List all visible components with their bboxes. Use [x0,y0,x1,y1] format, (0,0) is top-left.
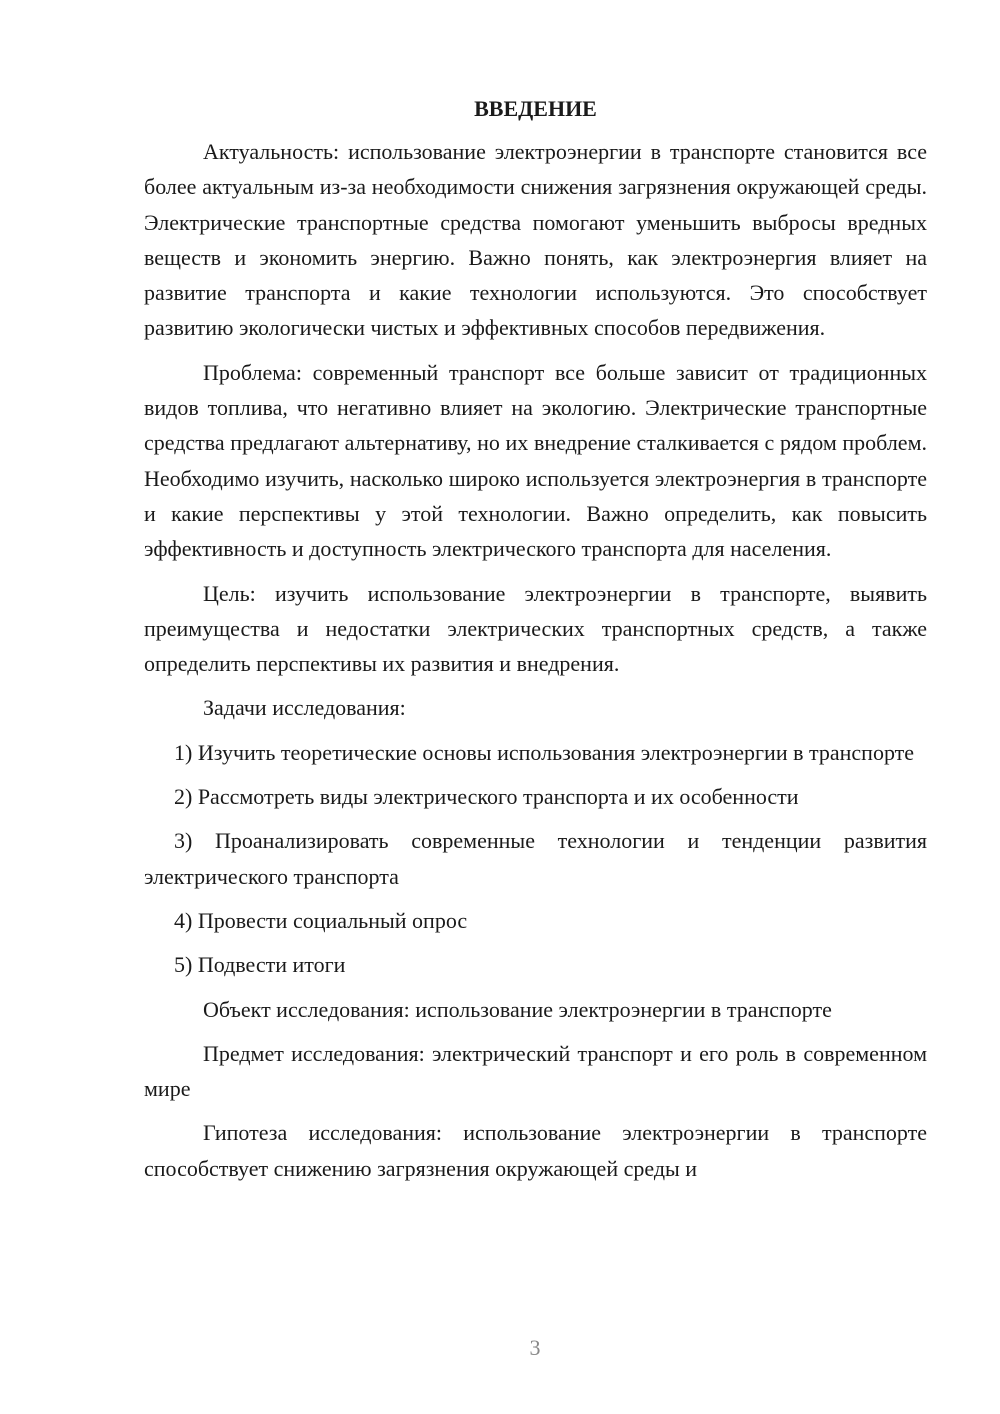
paragraph-subject: Предмет исследования: электрический транспорт и его роль в современном мире [144,1040,927,1102]
task-item-5: 5) Подвести итоги [174,952,346,978]
task-item-4: 4) Провести социальный опрос [174,907,468,933]
task-item-2: 2) Рассмотреть виды электрического транспорта и их особенности [174,784,799,810]
paragraph-hypothesis: Гипотеза исследования: использование электроэнергии в транспорте способствует снижению загрязнения окружающей среды и [144,1120,927,1181]
paragraph-relevance: Актуальность: использование электроэнергии в транспорте становится все более актуальным из-за необходимости снижения загрязнения окружающей среды. Электрические транспортные средства помогают уменьшить выбросы вредных веществ и экономить энергию. Важно понять, как электроэнергия влияет на развитие транспорта и какие технологии используются. Это способствует развитию экологически чистых и эффективных способов передвижения. [144,139,927,341]
page-content [144,92,927,1195]
section-heading: ВВЕДЕНИЕ [474,96,597,121]
page-number: 3 [529,1335,541,1360]
paragraph-tasks-title: Задачи исследования: [203,695,406,721]
paragraph-goal: Цель: изучить использование электроэнергии в транспорте, выявить преимущества и недостатки электрических транспортных средств, а также определить перспективы их развития и внедрения. [144,580,927,677]
task-item-3: 3) Проанализировать современные технологии и тенденции развития электрического транспорта [144,828,927,889]
paragraph-problem: Проблема: современный транспорт все больше зависит от традиционных видов топлива, что негативно влияет на экологию. Электрические транспортные средства предлагают альтернативу, но их внедрение сталкивается с рядом проблем. Необходимо изучить, насколько широко используется электроэнергия в транспорте и какие перспективы у этой технологии. Важно определить, как повысить эффективность и доступность электрического транспорта для населения. [144,359,927,562]
task-item-1: 1) Изучить теоретические основы использования электроэнергии в транспорте [174,739,915,765]
paragraph-object: Объект исследования: использование электроэнергии в транспорте [203,996,832,1022]
